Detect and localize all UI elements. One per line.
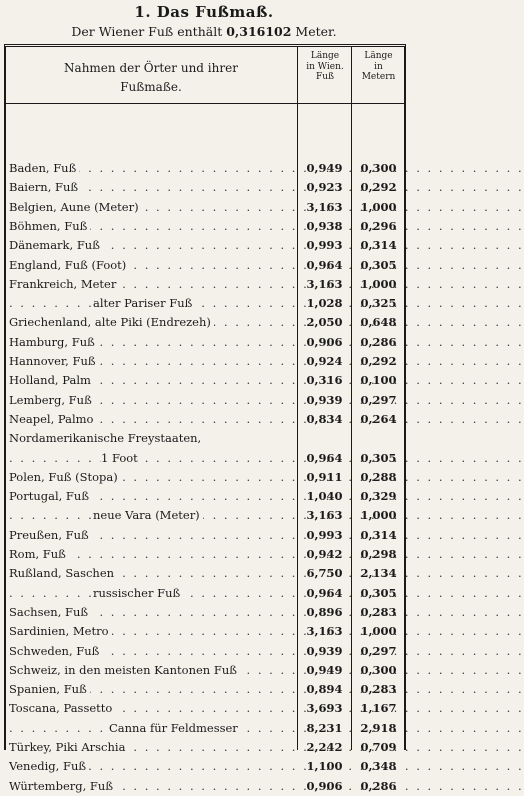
row-name [9,391,295,410]
row-name-label: Belgien, Aune (Meter) [9,200,142,214]
row-name-label: Preußen, Fuß [9,528,92,542]
row-value-meter: 0,286 [360,778,397,793]
row-name-label: Holland, Palm [9,373,94,387]
column-header-wien-line3: Fuß [315,72,335,82]
row-name-label: Neapel, Palmo [9,412,96,426]
column-header-meter [353,51,404,83]
row-value-wien: 0,896 [306,604,343,619]
row-name [9,526,295,545]
row-value-meter: 0,283 [360,682,397,697]
row-name-label: Spanien, Fuß [9,682,90,696]
table-row [6,506,404,525]
row-name [9,642,295,661]
row-name-label: Rom, Fuß [9,547,69,561]
table-row [6,352,404,371]
row-name-label: Böhmen, Fuß [9,219,90,233]
measures-table [4,44,406,793]
row-value-wien: 2,050 [306,315,343,330]
row-name-label: Nordamerikanische Freystaaten, [9,431,204,445]
row-name [9,371,295,390]
column-header-name [10,59,292,97]
row-name-label: Rußland, Saschen [9,566,117,580]
row-value-wien: 1,028 [306,296,343,311]
row-name [9,217,295,236]
row-value-wien: 3,163 [306,276,343,291]
row-name-label: Dänemark, Fuß [9,238,103,252]
table-row [6,661,404,680]
row-name-label: alter Pariser Fuß [93,296,195,310]
row-name-label: Venedig, Fuß [9,759,89,773]
table-row [6,313,404,332]
row-name [9,584,295,603]
row-value-meter: 0,288 [360,469,397,484]
row-value-meter: 2,134 [360,566,397,581]
row-name [9,487,295,506]
row-value-wien: 0,993 [306,527,343,542]
row-name-label: Sardinien, Metro [9,624,112,638]
column-header-name-line2: Fußmaße. [120,80,182,94]
table-row [6,642,404,661]
row-value-meter: 0,300 [360,662,397,677]
row-value-meter: 0,283 [360,604,397,619]
row-value-meter: 0,305 [360,257,397,272]
row-name [9,738,295,757]
row-value-wien: 3,163 [306,508,343,523]
table-row [6,429,404,448]
row-name [9,275,295,294]
row-name-label: Portugal, Fuß [9,489,92,503]
page-subtitle [0,24,408,39]
column-header-meter-line1: Länge [364,51,393,61]
row-value-wien: 3,163 [306,199,343,214]
table-row [6,449,404,468]
row-value-meter: 0,264 [360,411,397,426]
row-value-wien: 0,834 [306,411,343,426]
row-name [9,333,295,352]
row-name-label: Polen, Fuß (Stopa) [9,470,121,484]
row-name [9,545,295,564]
row-value-wien: 1,040 [306,489,343,504]
row-name-label: Griechenland, alte Piki (Endrezeh) [9,315,214,329]
row-value-meter: 0,296 [360,218,397,233]
table-row [6,584,404,603]
column-header-meter-line2: in [374,61,383,72]
table-row [6,236,404,255]
row-value-meter: 1,167 [360,701,397,716]
row-value-wien: 0,993 [306,238,343,253]
row-name-label: russischer Fuß [93,586,183,600]
row-name-label: Hamburg, Fuß [9,335,98,349]
column-header-wien [299,51,351,83]
row-name [9,603,295,622]
row-value-wien: 0,939 [306,643,343,658]
row-value-meter: 0,329 [360,489,397,504]
row-value-wien: 0,964 [306,450,343,465]
row-name [9,564,295,583]
header-divider [6,103,404,104]
row-value-wien: 0,949 [306,161,343,175]
row-name-label: Schweden, Fuß [9,644,102,658]
column-header-wien-line2: in Wien. [306,61,344,72]
row-value-meter: 0,648 [360,315,397,330]
row-name [9,236,295,255]
row-name-label: Canna für Feldmesser [109,721,241,735]
table-row [6,526,404,545]
row-name-label: Toscana, Passetto [9,701,115,715]
row-value-meter: 0,348 [360,759,397,774]
table-row [6,487,404,506]
row-name [9,429,295,448]
row-value-meter: 1,000 [360,276,397,291]
table-row [6,371,404,390]
row-value-meter: 0,297 [360,643,397,658]
row-value-meter: 0,286 [360,334,397,349]
table-row [6,410,404,429]
subtitle-prefix: Der Wiener Fuß enthält [71,24,227,39]
row-name [9,198,295,217]
row-value-wien: 0,906 [306,778,343,793]
row-value-wien: 0,911 [306,469,343,484]
table-row [6,699,404,718]
row-value-meter: 0,709 [360,740,397,754]
page-title: 1. Das Fußmaß. [134,3,274,21]
row-name-label: Sachsen, Fuß [9,605,91,619]
table-row [6,777,404,796]
table-row [6,391,404,410]
table-row [6,757,404,776]
row-name [9,719,295,738]
row-name [9,313,295,332]
row-value-wien: 3,693 [306,701,343,716]
row-value-meter: 0,314 [360,527,397,542]
table-row [6,603,404,622]
table-row [6,275,404,294]
row-value-wien: 0,906 [306,334,343,349]
row-name [9,256,295,275]
row-value-wien: 0,942 [306,547,343,561]
row-value-wien: 0,316 [306,373,343,388]
row-name [9,777,295,796]
row-value-meter: 2,918 [360,720,397,735]
row-value-wien: 0,923 [306,180,343,195]
row-name [9,468,295,487]
row-value-wien: 0,964 [306,585,343,600]
table-row [6,545,404,564]
table-row [6,256,404,275]
row-value-meter: 0,297 [360,392,397,407]
row-value-meter: 0,305 [360,450,397,465]
column-header-meter-line3: Metern [361,72,396,82]
row-value-meter: 1,000 [360,624,397,639]
row-name [9,294,295,313]
row-value-meter: 0,292 [360,180,397,195]
table-row [6,622,404,641]
row-value-wien: 1,100 [306,759,343,774]
subtitle-value: 0,316102 [226,24,292,39]
row-name [9,680,295,699]
row-name-label: Baden, Fuß [9,161,79,175]
row-value-meter: 0,292 [360,354,397,368]
row-name [9,410,295,429]
row-value-meter: 0,305 [360,585,397,600]
row-value-wien: 3,163 [306,624,343,639]
table-row [6,198,404,217]
table-row [6,294,404,313]
row-value-wien: 0,924 [306,354,343,368]
table-row [6,178,404,197]
row-value-meter: 1,000 [360,508,397,523]
row-value-wien: 2,242 [306,740,343,754]
row-name [9,622,295,641]
row-name [9,159,295,178]
row-name-label: Türkey, Piki Arschia [9,740,128,754]
row-name [9,699,295,718]
row-name [9,661,295,680]
table-row [6,217,404,236]
row-value-meter: 0,325 [360,296,397,311]
table-row [6,564,404,583]
row-value-meter: 0,100 [360,373,397,388]
row-value-meter: 1,000 [360,199,397,214]
table-row [6,719,404,738]
row-name [9,757,295,776]
subtitle-suffix: Meter. [291,24,337,39]
row-name [9,178,295,197]
row-value-wien: 0,894 [306,682,343,697]
table-row [6,680,404,699]
row-name-label: Würtemberg, Fuß [9,779,116,793]
row-name [9,449,295,468]
row-name-label: Frankreich, Meter [9,277,119,291]
row-name-label: England, Fuß (Foot) [9,258,129,272]
row-name-label: Lemberg, Fuß [9,393,95,407]
row-name [9,352,295,371]
row-value-wien: 0,938 [306,218,343,233]
row-name-label: 1 Foot [101,451,141,465]
table-row [6,468,404,487]
row-name-label: Schweiz, in den meisten Kantonen Fuß [9,663,240,677]
row-value-wien: 6,750 [306,566,343,581]
row-value-wien: 0,939 [306,392,343,407]
row-value-wien: 0,949 [306,662,343,677]
row-value-wien: 0,964 [306,257,343,272]
row-name-label: neue Vara (Meter) [93,508,203,522]
table-row [6,738,404,757]
row-value-meter: 0,298 [360,547,397,561]
row-name-label: Hannover, Fuß [9,354,99,368]
row-name [9,506,295,525]
row-value-meter: 0,314 [360,238,397,253]
table-row [6,333,404,352]
table-row [6,159,404,178]
column-header-name-line1: Nahmen der Örter und ihrer [64,61,238,75]
row-name-label: Baiern, Fuß [9,180,81,194]
column-header-wien-line1: Länge [310,51,340,61]
row-value-meter: 0,300 [360,161,397,175]
row-value-wien: 8,231 [306,720,343,735]
